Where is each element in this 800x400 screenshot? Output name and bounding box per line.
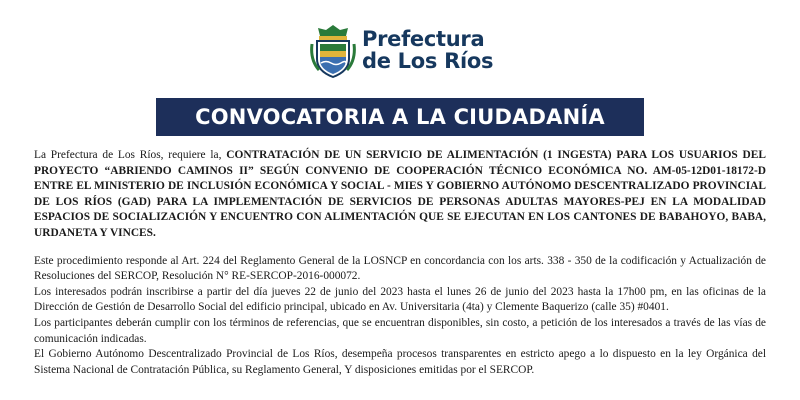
paragraph-registration: Los interesados podrán inscribirse a partir del día jueves 22 de junio del 2023 hasta el lunes 26 de junio del 2023 hasta la 17h00 pm, en las oficinas de la Dirección de Gestión de Desarrollo Social del edificio principal, ubicado en Av. Universitaria (4ta) y Clemente Baquerizo (calle 35) #0401. (34, 285, 766, 314)
intro-lead-text: La Prefectura de Los Ríos, requiere la, (34, 149, 222, 161)
paragraph-transparency: El Gobierno Autónomo Descentralizado Provincial de Los Ríos, desempeña procesos transparentes en estricto apego a lo dispuesto en la ley Orgánica del Sistema Nacional de Contratación Pública, su Reglamento General, Y disposiciones emitidas por el SERCOP. (34, 348, 766, 376)
brand-line-1: Prefectura (362, 27, 485, 51)
paragraph-legal-basis: Este procedimiento responde al Art. 224 del Reglamento General de la LOSNCP en concordancia con los arts. 338 - 350 de la codificación y Actualización de Resoluciones del SERCOP, Resolución N° RE-SERCOP-2016-000072. (34, 254, 766, 283)
page-title: CONVOCATORIA A LA CIUDADANÍA (195, 105, 605, 129)
brand-line-2: de Los Ríos (362, 49, 494, 73)
coat-of-arms-icon (310, 24, 356, 78)
title-banner (156, 98, 644, 136)
intro-bold-text: CONTRATACIÓN DE UN SERVICIO DE ALIMENTACIÓN (1 INGESTA) PARA LOS USUARIOS DEL PROYECTO “ABRIENDO CAMINOS II” SEGÚN CONVENIO DE COOPERACIÓN TÉCNICO ECONÓMICA NO. AM-05-12D01-18172-D ENTRE EL MINISTERIO DE INCLUSIÓN ECONÓMICA Y SOCIAL - MIES Y GOBIERNO AUTÓNOMO DESCENTRALIZADO PROVINCIAL DE LOS RÍOS (GAD) PARA LA IMPLEMENTACIÓN DE SERVICIOS DE PERSONAS ADULTAS MAYORES-PEJ EN LA MODALIDAD ESPACIOS DE SOCIALIZACIÓN Y ENCUENTRO CON ALIMENTACIÓN QUE SE EJECUTAN EN LOS CANTONES DE BABAHOYO, BABA, URDANETA Y VINCES. (34, 149, 766, 239)
intro-paragraph (34, 148, 766, 242)
brand-wordmark (362, 28, 493, 72)
announcement-body (34, 148, 766, 378)
paragraph-requirements: Los participantes deberán cumplir con los términos de referencias, que se encuentran disponibles, sin costo, a petición de los interesados a través de las vías de comunicación indicadas. (34, 316, 766, 345)
header (0, 18, 800, 84)
